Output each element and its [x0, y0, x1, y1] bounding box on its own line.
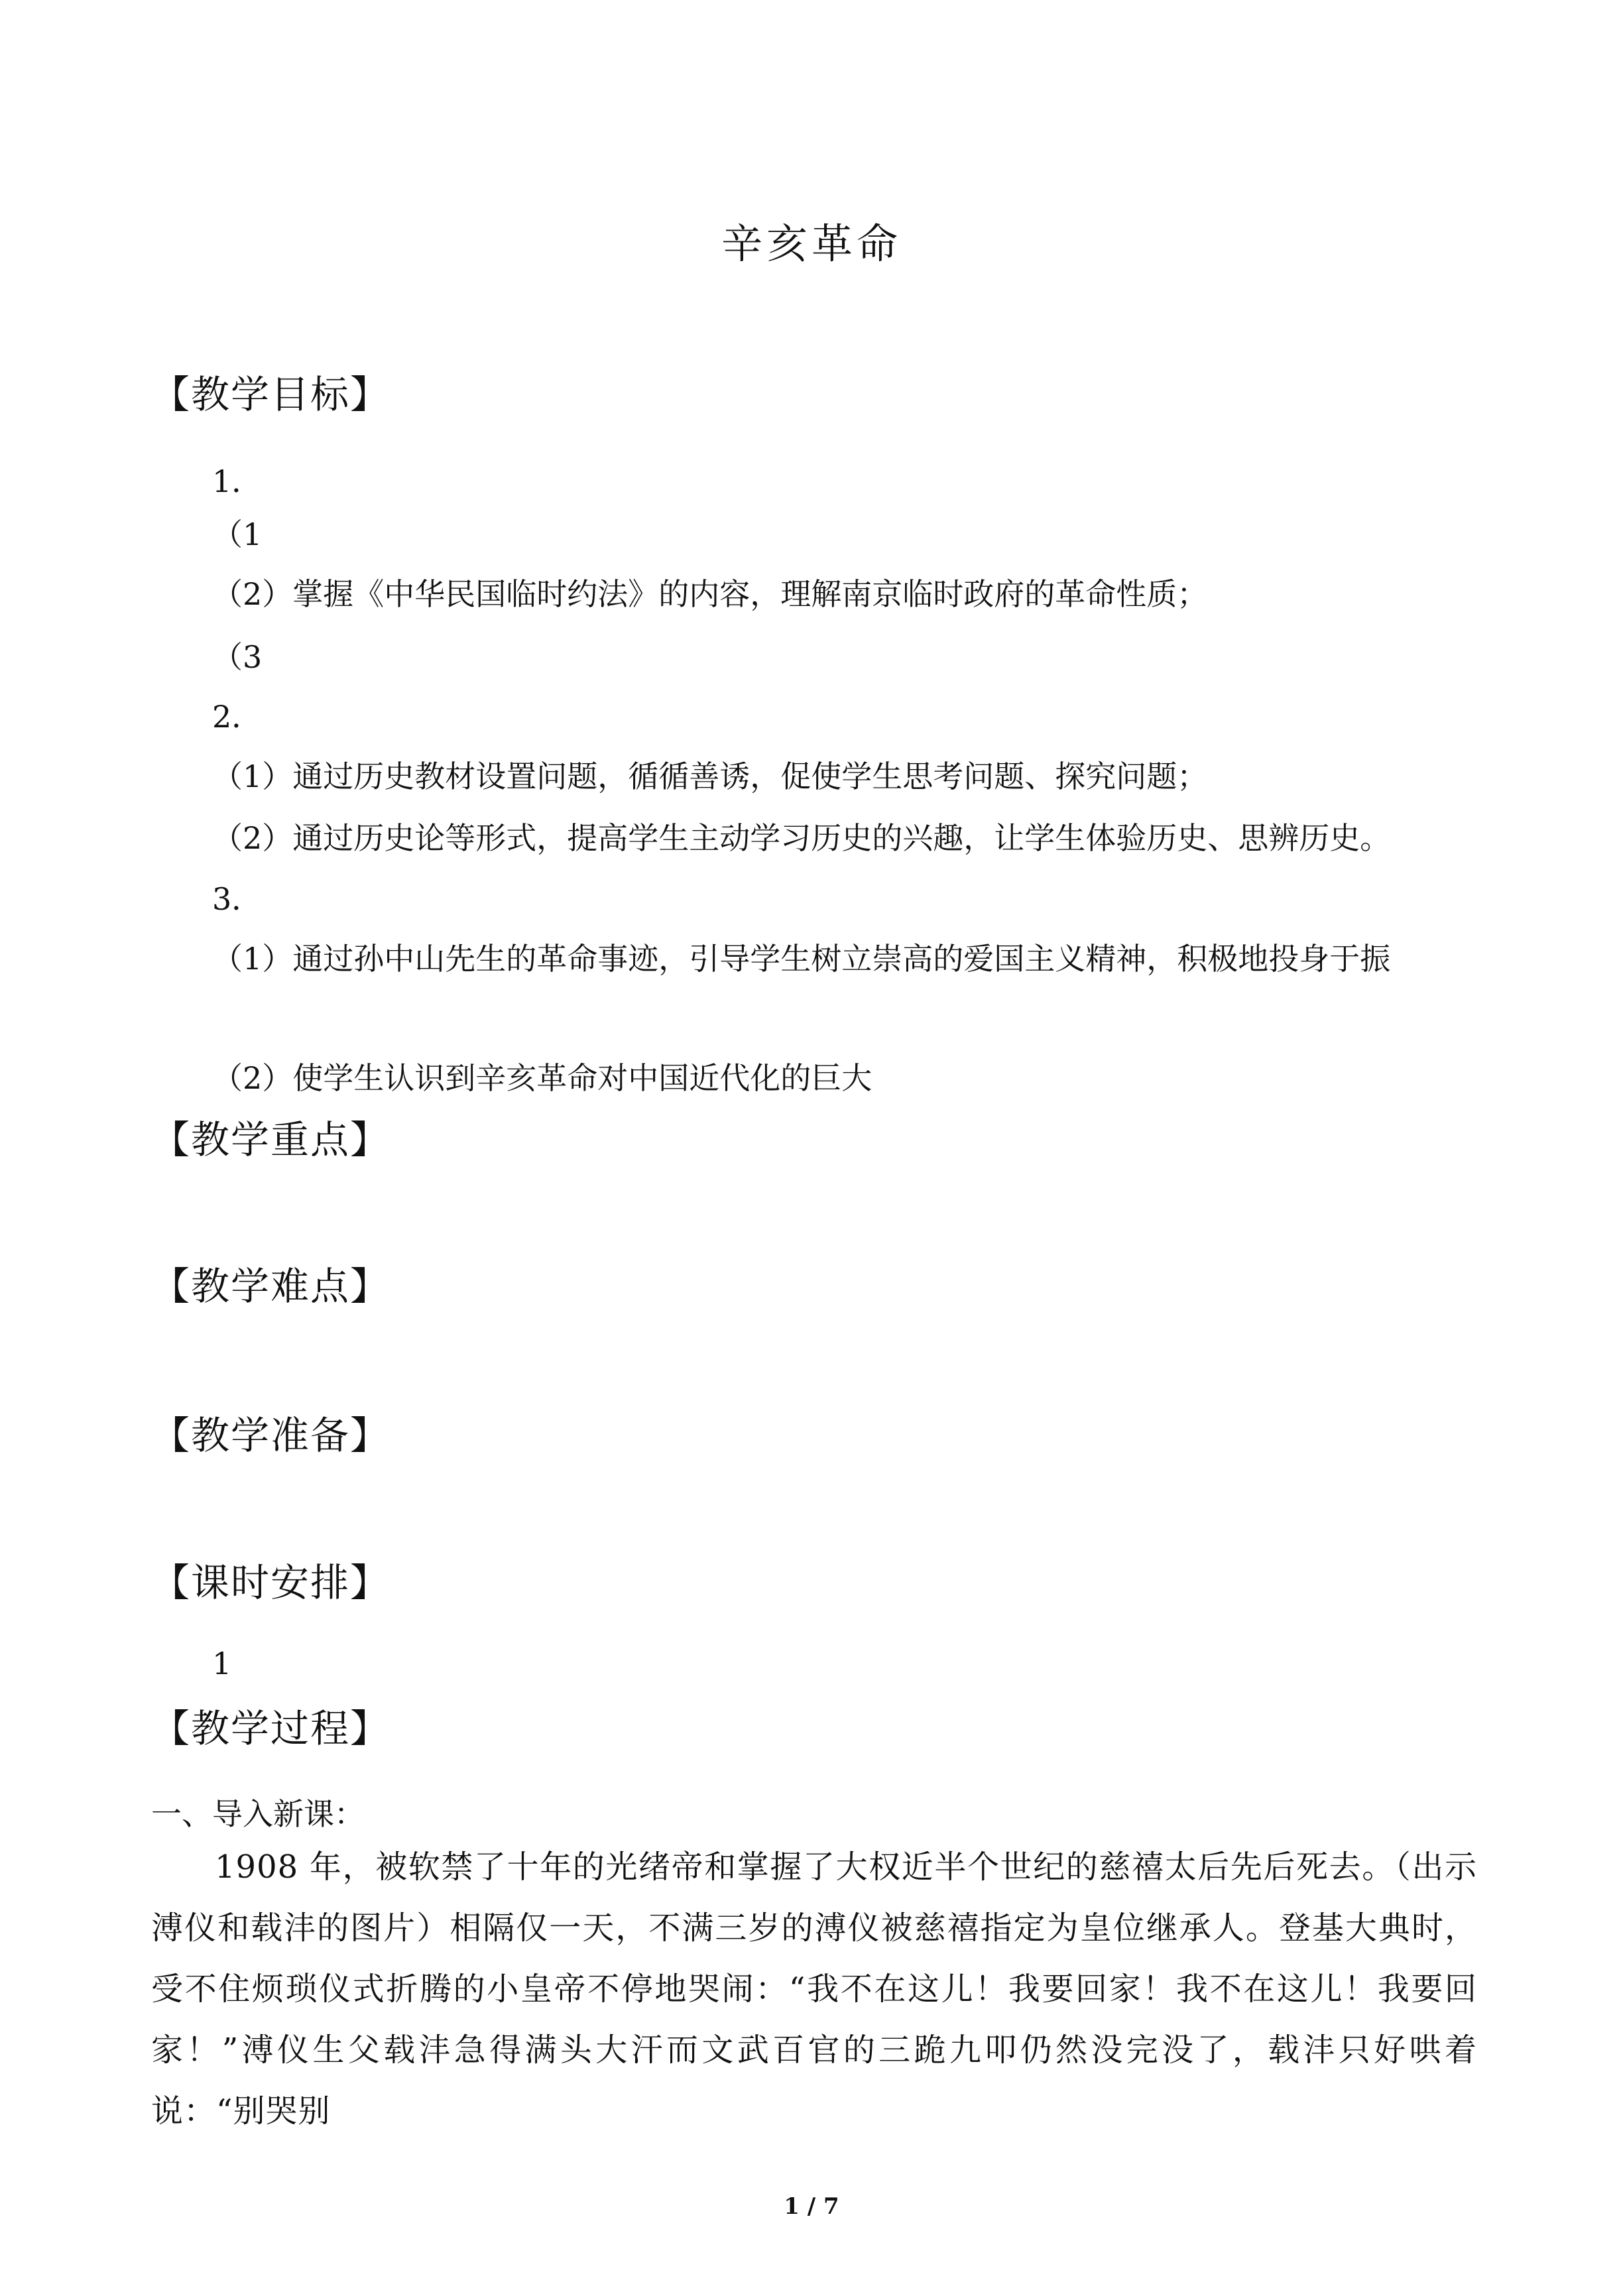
objective-line: （2）掌握《中华民国临时约法》的内容，理解南京临时政府的革命性质；	[212, 576, 1208, 612]
objective-line: （1）通过历史教材设置问题，循循善诱，促使学生思考问题、探究问题；	[212, 758, 1208, 794]
schedule-value: 1	[212, 1646, 232, 1681]
section-heading-process: 【教学过程】	[151, 1706, 391, 1751]
objective-line: （2）通过历史论等形式，提高学生主动学习历史的兴趣，让学生体验历史、思辨历史。	[212, 820, 1391, 856]
section-heading-key-points: 【教学重点】	[151, 1117, 391, 1162]
objective-line: 3．	[212, 881, 263, 917]
objective-line: （2）使学生认识到辛亥革命对中国近代化的巨大	[212, 1060, 872, 1096]
objective-line: （3	[212, 639, 263, 675]
objective-line: （1	[212, 516, 263, 552]
document-title: 辛亥革命	[721, 219, 902, 268]
process-subheading: 一、导入新课：	[151, 1796, 365, 1832]
section-heading-schedule: 【课时安排】	[151, 1560, 391, 1605]
page-number: 1 / 7	[784, 2193, 839, 2220]
objective-line: 2．	[212, 699, 263, 735]
section-heading-objectives: 【教学目标】	[151, 372, 391, 417]
objective-line: 1．	[212, 463, 263, 499]
objective-line: （1）通过孙中山先生的革命事迹，引导学生树立崇高的爱国主义精神，积极地投身于振	[212, 941, 1391, 977]
section-heading-preparation: 【教学准备】	[151, 1413, 391, 1458]
section-heading-difficulties: 【教学难点】	[151, 1264, 391, 1309]
process-paragraph: 1908 年，被软禁了十年的光绪帝和掌握了大权近半个世纪的慈禧太后先后死去。（出示溥仪和载沣的图片）相隔仅一天，不满三岁的溥仪被慈禧指定为皇位继承人。登基大典时，受不住烦琐仪式折腾的小皇帝不停地哭闹：“我不在这儿！我要回家！我不在这儿！我要回家！”溥仪生父载沣急得满头大汗而文武百官的三跪九叩仍然没完没了，载沣只好哄着说：“别哭别	[151, 1848, 1477, 2130]
